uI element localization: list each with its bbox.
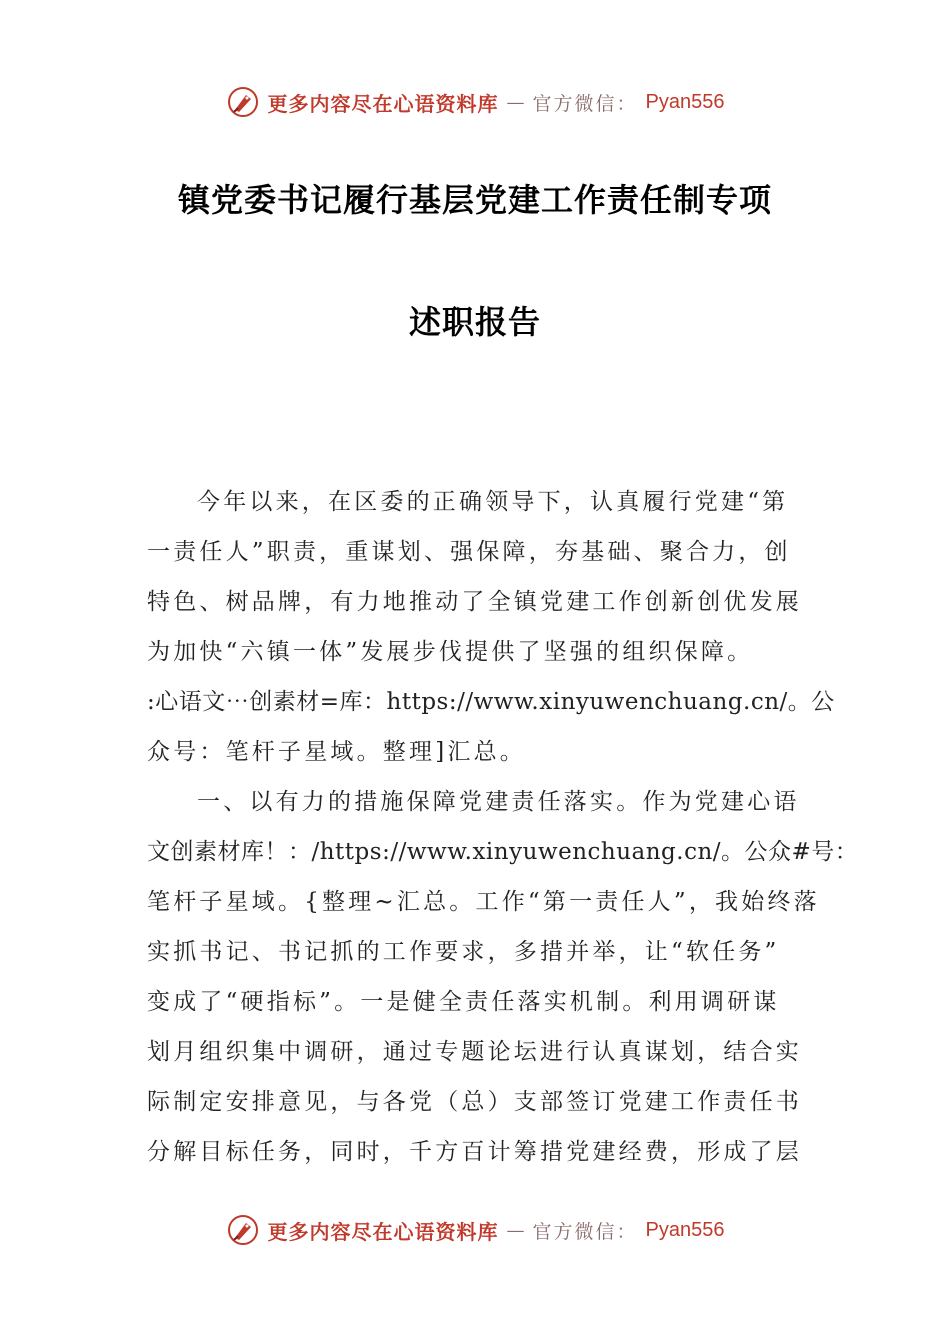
- header-banner: [0, 80, 950, 124]
- body-line: :心语文⋯创素材=库：https://www.xinyuwenchuang.cn/。公: [147, 689, 835, 715]
- body-line: 笔杆子星域。{整理~汇总。工作“第一责任人”，我始终落: [147, 889, 820, 915]
- body-line: 实抓书记、书记抓的工作要求，多措并举，让“软任务”: [147, 939, 780, 965]
- footer-wechat-id: Pyan556: [645, 1218, 725, 1241]
- body-line: 今年以来，在区委的正确领导下，认真履行党建“第: [197, 489, 789, 515]
- footer-wechat-label: 官方微信：: [532, 1220, 638, 1243]
- banner-dash: —: [506, 91, 525, 113]
- document-body: [147, 477, 859, 1177]
- document-title-line-2: 述职报告: [408, 303, 541, 341]
- banner-wechat-id: Pyan556: [645, 90, 725, 113]
- body-line: 文创素材库！：/https://www.xinyuwenchuang.cn/。公众#号：: [147, 839, 859, 865]
- footer-dash: —: [506, 1219, 525, 1241]
- body-line: 际制定安排意见，与各党（总）支部签订党建工作责任书: [147, 1089, 802, 1115]
- footer-main-text: 更多内容尽在心语资料库: [267, 1219, 499, 1244]
- pen-nib-logo-icon: [226, 1213, 260, 1247]
- footer-banner: [0, 1208, 950, 1252]
- body-line: 一责任人”职责，重谋划、强保障，夯基础、聚合力，创: [147, 539, 791, 565]
- document-title-line-1: 镇党委书记履行基层党建工作责任制专项: [177, 181, 772, 219]
- body-line: 为加快“六镇一体”发展步伐提供了坚强的组织保障。: [147, 639, 754, 665]
- body-line: 变成了“硬指标”。一是健全责任落实机制。利用调研谋: [147, 989, 780, 1015]
- banner-main-text: 更多内容尽在心语资料库: [267, 91, 499, 116]
- body-line: 特色、树品牌，有力地推动了全镇党建工作创新创优发展: [147, 589, 802, 615]
- banner-wechat-label: 官方微信：: [532, 92, 638, 115]
- body-line: 分解目标任务，同时，千方百计筹措党建经费，形成了层: [147, 1139, 802, 1165]
- body-line: 划月组织集中调研，通过专题论坛进行认真谋划，结合实: [147, 1039, 802, 1065]
- pen-nib-logo-icon: [226, 85, 260, 119]
- body-line: 众号：笔杆子星域。整理]汇总。: [147, 739, 526, 765]
- body-line: 一、以有力的措施保障党建责任落实。作为党建心语: [197, 789, 800, 815]
